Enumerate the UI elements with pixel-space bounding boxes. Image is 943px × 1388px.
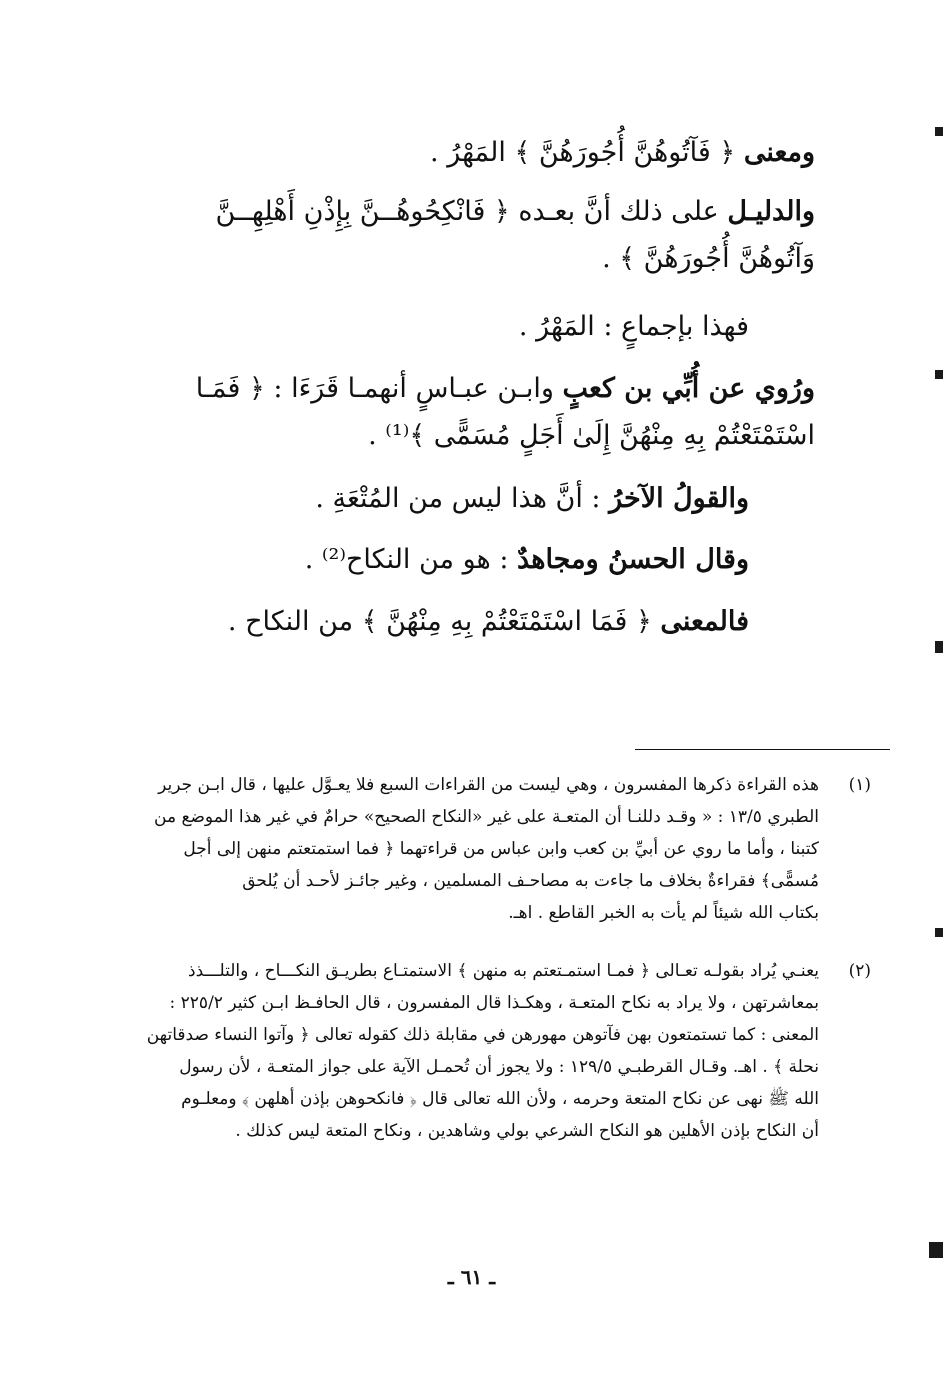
- footnote-line: بمعاشرتهن ، ولا يراد به نكاح المتعـة ، وهكـذا قال المفسرون ، قال الحافـظ ابـن كثير ٢٢٥/٢ :: [169, 993, 819, 1013]
- footnote-line: كتبنا ، وأما ما روي عن أبيِّ بن كعب وابن عباس من قراءتهما ﴿ فما استمتعتم منهن إلى أجل: [183, 839, 819, 859]
- footnote-2: [111, 928, 871, 1188]
- scan-edge-mark: [935, 641, 943, 653]
- scan-edge-mark: [935, 370, 943, 379]
- footnote-line: الله ﷺ نهى عن نكاح المتعة وحرمه ، ولأن الله تعالى قال ﴿ فانكحوهن بإذن أهلهن ﴾ ومعلـوم: [181, 1089, 819, 1109]
- text-line: فهذا بإجماعٍ : المَهْرُ .: [518, 311, 749, 342]
- text-line: فالمعنى ﴿ فَمَا اسْتَمْتَعْتُمْ بِهِ مِنْهُنَّ ﴾ من النكاح .: [227, 606, 749, 637]
- footnote-line: أن النكاح بإذن الأهلين هو النكاح الشرعي بولي وشاهدين ، ونكاح المتعة ليس كذلك .: [235, 1121, 819, 1141]
- scan-edge-mark: [935, 127, 943, 136]
- footnote-line: المعنى : كما تستمتعون بهن فآتوهن مهورهن في مقابلة ذلك كقوله تعالى ﴿ وآتوا النساء صدقاتهن: [146, 1025, 819, 1045]
- footnote-line: يعنـي يُراد بقولـه تعـالى ﴿ فمـا استمـتعتم به منهن ﴾ الاستمتـاع بطريـق النكـــاح ، والتلـــذذ: [188, 961, 819, 981]
- footnote-line: مُسمًّى﴾ فقراءةٌ بخلاف ما جاءت به مصاحـف المسلمين ، وغير جائـز لأحـد أن يُلحق: [242, 871, 819, 891]
- scan-edge-mark: [929, 1242, 943, 1258]
- footnote-separator: [635, 749, 890, 750]
- footnote-line: نحلة ﴾ . اهـ. وقـال القرطبـي ١٢٩/٥ : ولا يجوز أن تُحمـل الآية على جواز المتعـة ، لأن رسول: [179, 1057, 819, 1077]
- scan-edge-mark: [935, 928, 943, 937]
- footnote-number: (٢): [848, 961, 871, 981]
- text-line: ومعنى ﴿ فَآتُوهُنَّ أُجُورَهُنَّ ﴾ المَهْرُ .: [430, 137, 815, 168]
- text-line: والدليـل على ذلك أنَّ بعـده ﴿ فَانْكِحُوهُــنَّ بِإِذْنِ أَهْلِهِــنَّ: [215, 196, 815, 227]
- footnote-line: بكتاب الله شيئاً لم يأت به الخبر القاطع . اهـ.: [508, 903, 819, 923]
- page-number: ـ ٦١ ـ: [447, 1265, 496, 1289]
- footnote-line: الطبري ١٣/٥ : « وقـد دللنـا أن المتعـة على غير «النكاح الصحيح» حرامٌ في غير هذا الموضع من: [154, 807, 819, 827]
- text-line: اسْتَمْتَعْتُمْ بِهِ مِنْهُنَّ إِلَىٰ أَجَلٍ مُسَمًّى ﴾⁽¹⁾ .: [368, 420, 815, 451]
- text-line: ورُوي عن أُبِّي بن كعبٍ وابـن عبـاسٍ أنهمـا قَرَءَا : ﴿ فَمَـا: [195, 373, 815, 404]
- text-line: وَآتُوهُنَّ أُجُورَهُنَّ ﴾ .: [602, 243, 815, 274]
- footnote-number: (١): [848, 775, 871, 795]
- footnote-line: هذه القراءة ذكرها المفسرون ، وهي ليست من القراءات السبع فلا يعـوَّل عليها ، قال ابـن جرير: [158, 775, 819, 795]
- text-line: والقولُ الآخرُ : أنَّ هذا ليس من المُتْعَةِ .: [315, 483, 749, 514]
- text-line: وقال الحسنُ ومجاهدٌ : هو من النكاح⁽²⁾ .: [304, 544, 749, 575]
